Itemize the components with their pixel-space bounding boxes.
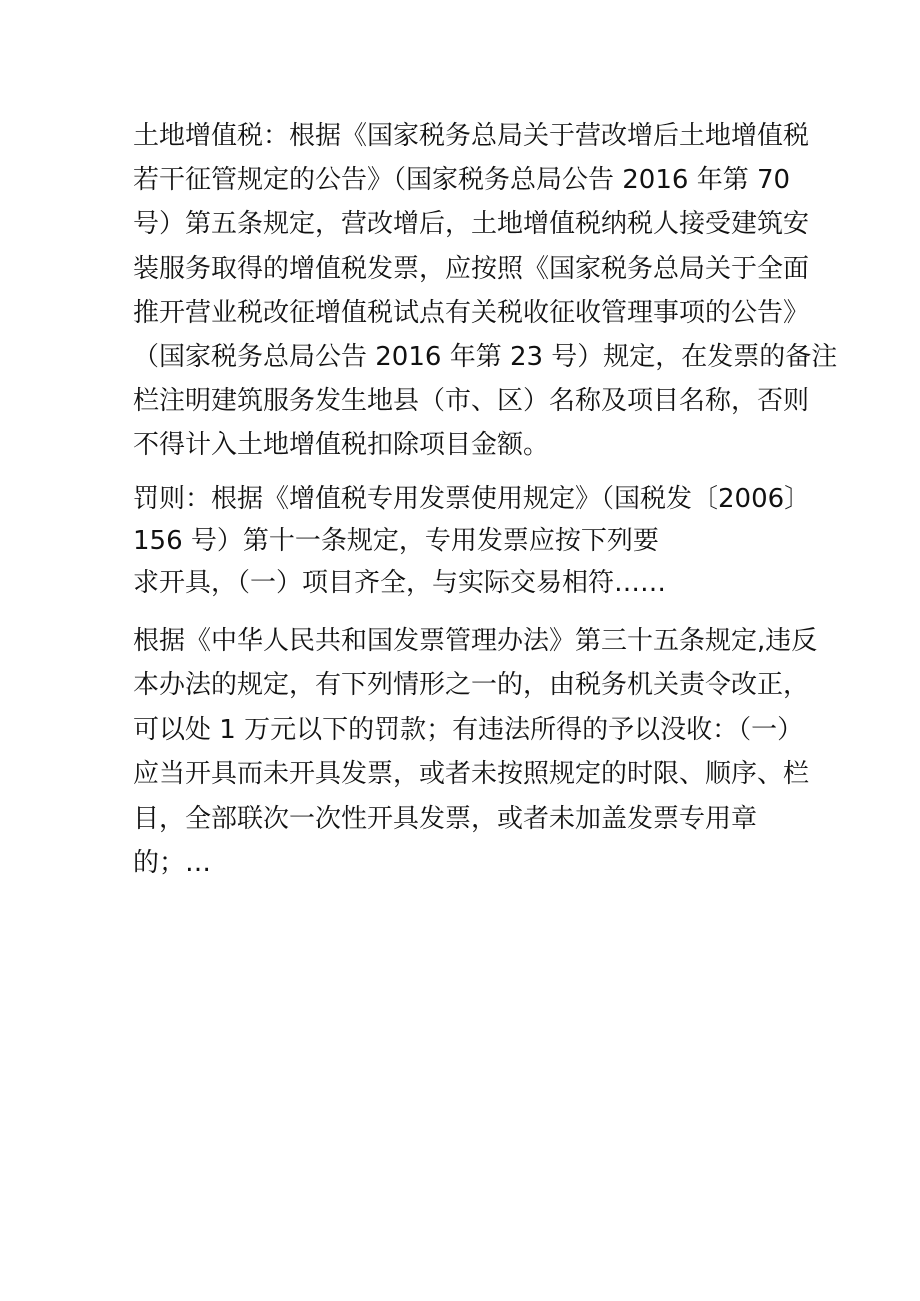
land-vat-paragraph	[133, 114, 838, 468]
text-line: 装服务取得的增值税发票，应按照《国家税务总局关于全面	[133, 253, 810, 284]
text-line: 求开具，（一）项目齐全，与实际交易相符……	[133, 568, 667, 598]
text-line: 推开营业税改征增值税试点有关税收征收管理事项的公告》	[133, 297, 810, 328]
text-line: 不得计入土地增值税扣除项目金额。	[133, 430, 550, 461]
text-line: 根据《中华人民共和国发票管理办法》第三十五条规定,违反	[133, 626, 818, 656]
text-line: 本办法的规定，有下列情形之一的，由税务机关责令改正，	[133, 670, 810, 701]
text-line: 可以处 1 万元以下的罚款；有违法所得的予以没收：（一）	[133, 714, 804, 745]
text-line: （国家税务总局公告 2016 年第 23 号）规定，在发票的备注	[133, 341, 838, 372]
text-line: 号）第五条规定，营改增后，土地增值税纳税人接受建筑安	[133, 209, 810, 240]
text-line: 罚则：根据《增值税专用发票使用规定》（国税发〔2006〕	[133, 484, 811, 514]
text-line: 的；…	[133, 847, 212, 878]
text-line: 若干征管规定的公告》（国家税务总局公告 2016 年第 70	[133, 165, 791, 196]
text-line: 栏注明建筑服务发生地县（市、区）名称及项目名称，否则	[133, 386, 810, 417]
text-line: 土地增值税：根据《国家税务总局关于营改增后土地增值税	[133, 121, 810, 151]
text-line: 应当开具而未开具发票，或者未按照规定的时限、顺序、栏	[133, 759, 810, 790]
invoice-law-paragraph	[133, 619, 818, 885]
text-line: 目，全部联次一次性开具发票，或者未加盖发票专用章	[133, 803, 758, 834]
text-line: 156 号）第十一条规定，专用发票应按下列要	[133, 526, 659, 556]
penalty-paragraph	[133, 478, 813, 604]
